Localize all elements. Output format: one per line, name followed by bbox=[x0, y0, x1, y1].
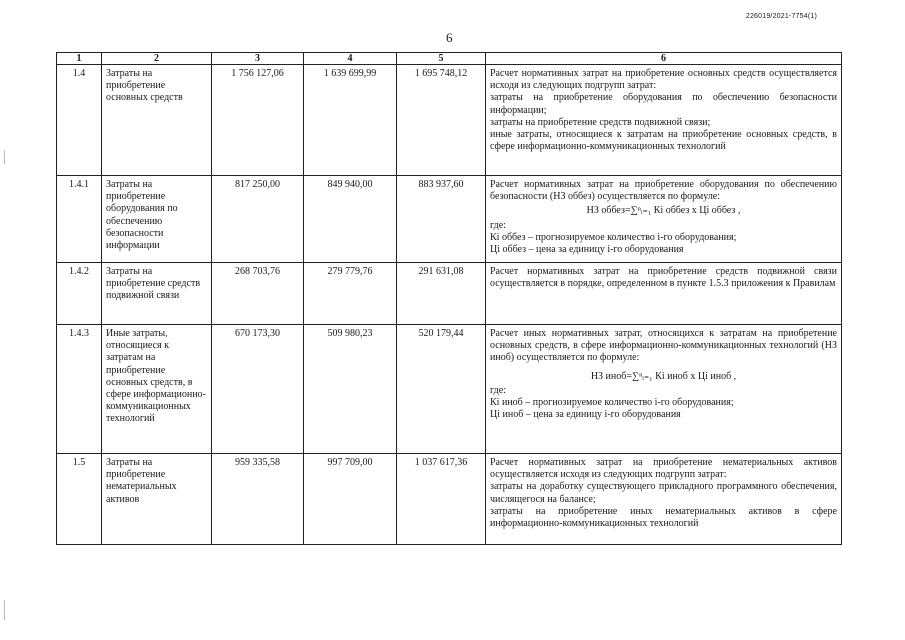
value-col3: 817 250,00 bbox=[212, 176, 304, 263]
desc-line: иные затраты, относящиеся к затратам на приобретение основных средств, в сфере информационно-коммуникационных технологий bbox=[490, 129, 837, 153]
value-col3: 268 703,76 bbox=[212, 263, 304, 325]
row-code: 1.4.2 bbox=[57, 263, 102, 325]
column-header: 1 bbox=[57, 53, 102, 65]
table-header-row bbox=[57, 53, 842, 65]
desc-line: затраты на приобретение средств подвижной связи; bbox=[490, 116, 711, 128]
row-name: Иные затраты, относящиеся к затратам на приобретение основных средств, в сфере информационно-коммуникационных технологий bbox=[102, 325, 212, 454]
scan-edge-mark bbox=[4, 150, 5, 164]
row-code: 1.4.1 bbox=[57, 176, 102, 263]
value-col5: 520 179,44 bbox=[397, 325, 486, 454]
value-col5: 291 631,08 bbox=[397, 263, 486, 325]
row-code: 1.4.3 bbox=[57, 325, 102, 454]
desc-intro: Расчет нормативных затрат на приобретение оборудования по обеспечению безопасности (НЗ оббез) осуществляется по формуле: bbox=[490, 179, 837, 203]
table-row bbox=[57, 454, 842, 545]
row-code: 1.4 bbox=[57, 65, 102, 176]
value-col5: 883 937,60 bbox=[397, 176, 486, 263]
value-col3: 670 173,30 bbox=[212, 325, 304, 454]
column-header: 3 bbox=[212, 53, 304, 65]
desc-line: затраты на приобретение оборудования по обеспечению безопасности информации; bbox=[490, 92, 837, 116]
value-col4: 997 709,00 bbox=[304, 454, 397, 545]
desc-line: Расчет нормативных затрат на приобретение нематериальных активов осуществляется исходя из следующих подгрупп затрат: bbox=[490, 457, 837, 481]
table-row bbox=[57, 325, 842, 454]
value-col3: 1 756 127,06 bbox=[212, 65, 304, 176]
row-name: Затраты на приобретение оборудования по обеспечению безопасности информации bbox=[102, 176, 212, 263]
scan-edge-mark bbox=[4, 600, 5, 620]
row-description bbox=[486, 454, 842, 545]
row-name: Затраты на приобретение нематериальных активов bbox=[102, 454, 212, 545]
column-header: 5 bbox=[397, 53, 486, 65]
table-row bbox=[57, 65, 842, 176]
row-description bbox=[486, 176, 842, 263]
row-description bbox=[486, 65, 842, 176]
row-description bbox=[486, 325, 842, 454]
row-code: 1.5 bbox=[57, 454, 102, 545]
costs-table bbox=[56, 52, 842, 545]
table-row bbox=[57, 176, 842, 263]
document-id: 226019/2021-7754(1) bbox=[745, 13, 817, 20]
definition: Кі оббез – прогнозируемое количество і-го оборудования; bbox=[490, 231, 737, 243]
formula: НЗ оббез=∑ⁿᵢ₌₁ Кі оббез х Ці оббез , bbox=[586, 205, 741, 217]
value-col4: 509 980,23 bbox=[304, 325, 397, 454]
definition: Ці иноб – цена за единицу і-го оборудования bbox=[490, 409, 681, 421]
desc-line: Расчет нормативных затрат на приобретение основных средств осуществляется исходя из следующих подгрупп затрат: bbox=[490, 68, 837, 92]
column-header: 6 bbox=[486, 53, 842, 65]
column-header: 4 bbox=[304, 53, 397, 65]
value-col4: 849 940,00 bbox=[304, 176, 397, 263]
desc-line: затраты на доработку существующего прикладного программного обеспечения, числящегося на балансе; bbox=[490, 481, 837, 505]
page-number: 6 bbox=[446, 30, 453, 45]
row-description bbox=[486, 263, 842, 325]
value-col5: 1 037 617,36 bbox=[397, 454, 486, 545]
value-col4: 1 639 699,99 bbox=[304, 65, 397, 176]
desc-line: затраты на приобретение иных нематериальных активов в сфере информационно-коммуникационных технологий bbox=[490, 505, 837, 530]
desc-line: Расчет нормативных затрат на приобретение средств подвижной связи осуществляется в порядке, определенном в пункте 1.5.3 приложения к Правилам bbox=[490, 266, 837, 290]
value-col3: 959 335,58 bbox=[212, 454, 304, 545]
where-label: где: bbox=[490, 219, 506, 231]
value-col4: 279 779,76 bbox=[304, 263, 397, 325]
table-row bbox=[57, 263, 842, 325]
definition: Ці оббез – цена за единицу і-го оборудования bbox=[490, 244, 684, 256]
formula: НЗ иноб=∑ⁿᵢ₌₁ Кі иноб х Ці иноб , bbox=[590, 370, 737, 382]
value-col5: 1 695 748,12 bbox=[397, 65, 486, 176]
row-name: Затраты на приобретение основных средств bbox=[102, 65, 212, 176]
where-label: где: bbox=[490, 384, 506, 396]
desc-intro: Расчет иных нормативных затрат, относящихся к затратам на приобретение основных средств, в сфере информационно-коммуникационных технологий (НЗ иноб) осуществляется по формуле: bbox=[490, 328, 837, 364]
definition: Кі иноб – прогнозируемое количество і-го оборудования; bbox=[490, 397, 734, 409]
column-header: 2 bbox=[102, 53, 212, 65]
row-name: Затраты на приобретение средств подвижной связи bbox=[102, 263, 212, 325]
